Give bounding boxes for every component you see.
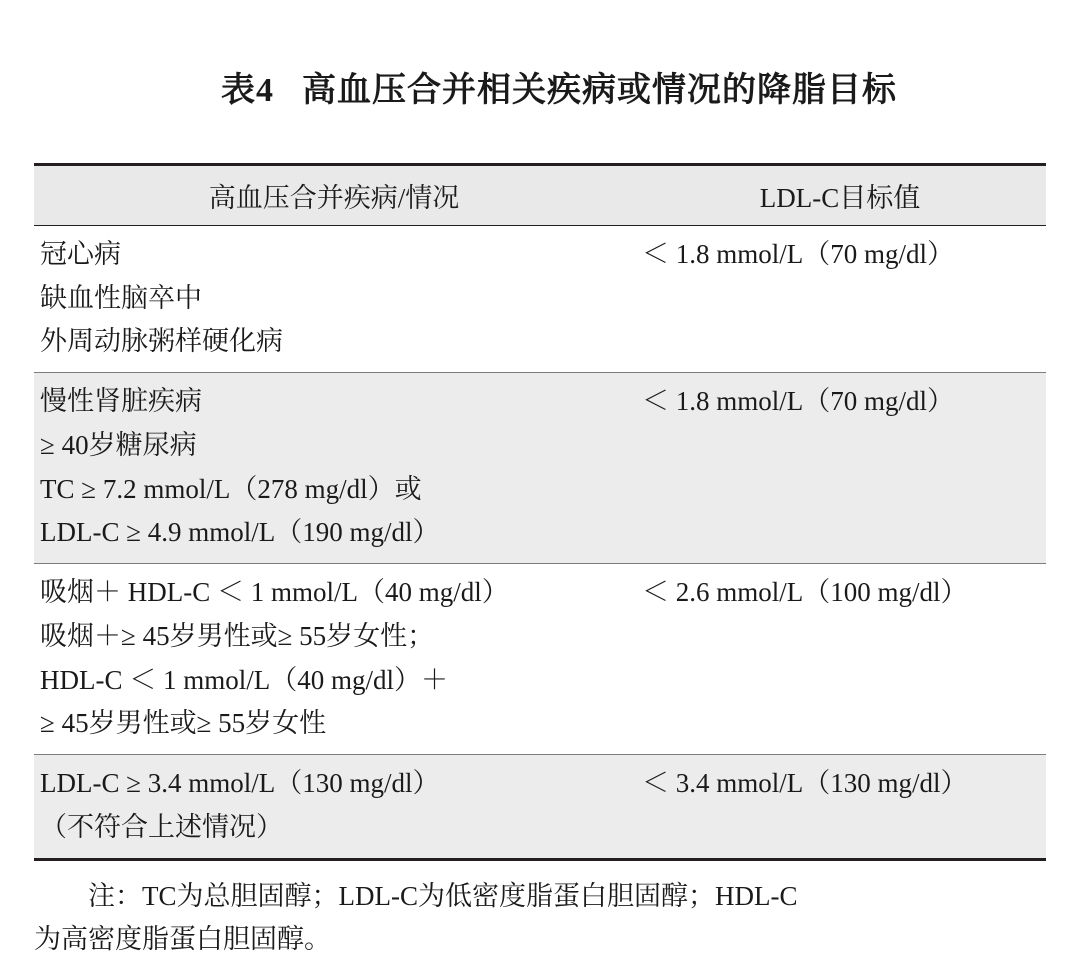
table-head xyxy=(34,165,1046,226)
column-header-ldlc-target: LDL-C目标值 xyxy=(634,165,1046,226)
table-row xyxy=(34,564,1046,755)
table-number: 表4 xyxy=(221,72,274,109)
condition-line: （不符合上述情况） xyxy=(40,811,283,842)
row-condition-cell xyxy=(34,373,634,564)
condition-line: TC ≥ 7.2 mmol/L（278 mg/dl）或 xyxy=(40,473,422,504)
table-title xyxy=(26,18,1054,163)
condition-line: 冠心病 xyxy=(40,239,121,269)
table-row xyxy=(34,755,1046,859)
row-target-cell xyxy=(634,755,1046,859)
table-row xyxy=(34,373,1046,564)
row-condition-cell xyxy=(34,564,634,755)
condition-line: 缺血性脑卒中 xyxy=(40,282,202,313)
condition-line: 吸烟＋ HDL-C ＜ 1 mmol/L（40 mg/dl） xyxy=(40,577,509,608)
row-condition-cell xyxy=(34,755,634,859)
table-header-row xyxy=(34,165,1046,226)
target-line: ＜ 3.4 mmol/L（130 mg/dl） xyxy=(642,768,968,799)
condition-line: 慢性肾脏疾病 xyxy=(40,386,202,417)
row-target-cell xyxy=(634,373,1046,564)
condition-line: 外周动脉粥样硬化病 xyxy=(40,326,283,357)
column-header-condition: 高血压合并疾病/情况 xyxy=(34,165,634,226)
target-line: ＜ 2.6 mmol/L（100 mg/dl） xyxy=(642,577,968,608)
condition-line: ≥ 40岁糖尿病 xyxy=(40,429,197,460)
footnote-line-1: 注：TC为总胆固醇；LDL-C为低密度脂蛋白胆固醇；HDL-C xyxy=(88,880,798,911)
condition-line: HDL-C ＜ 1 mmol/L（40 mg/dl）＋ xyxy=(40,664,448,695)
lipid-target-table xyxy=(34,163,1046,861)
table-body xyxy=(34,226,1046,860)
condition-line: LDL-C ≥ 4.9 mmol/L（190 mg/dl） xyxy=(40,517,440,548)
footnote-line-2: 为高密度脂蛋白胆固醇。 xyxy=(34,923,331,954)
condition-line: ≥ 45岁男性或≥ 55岁女性 xyxy=(40,708,327,739)
table-footnote xyxy=(34,861,1046,961)
condition-line: 吸烟＋≥ 45岁男性或≥ 55岁女性； xyxy=(40,620,435,651)
row-target-cell xyxy=(634,564,1046,755)
condition-line: LDL-C ≥ 3.4 mmol/L（130 mg/dl） xyxy=(40,768,440,799)
table-title-text: 高血压合并相关疾病或情况的降脂目标 xyxy=(302,72,897,109)
target-line: ＜ 1.8 mmol/L（70 mg/dl） xyxy=(642,386,955,417)
table-row xyxy=(34,226,1046,373)
row-target-cell xyxy=(634,226,1046,373)
target-line: ＜ 1.8 mmol/L（70 mg/dl） xyxy=(642,239,955,269)
row-condition-cell xyxy=(34,226,634,373)
